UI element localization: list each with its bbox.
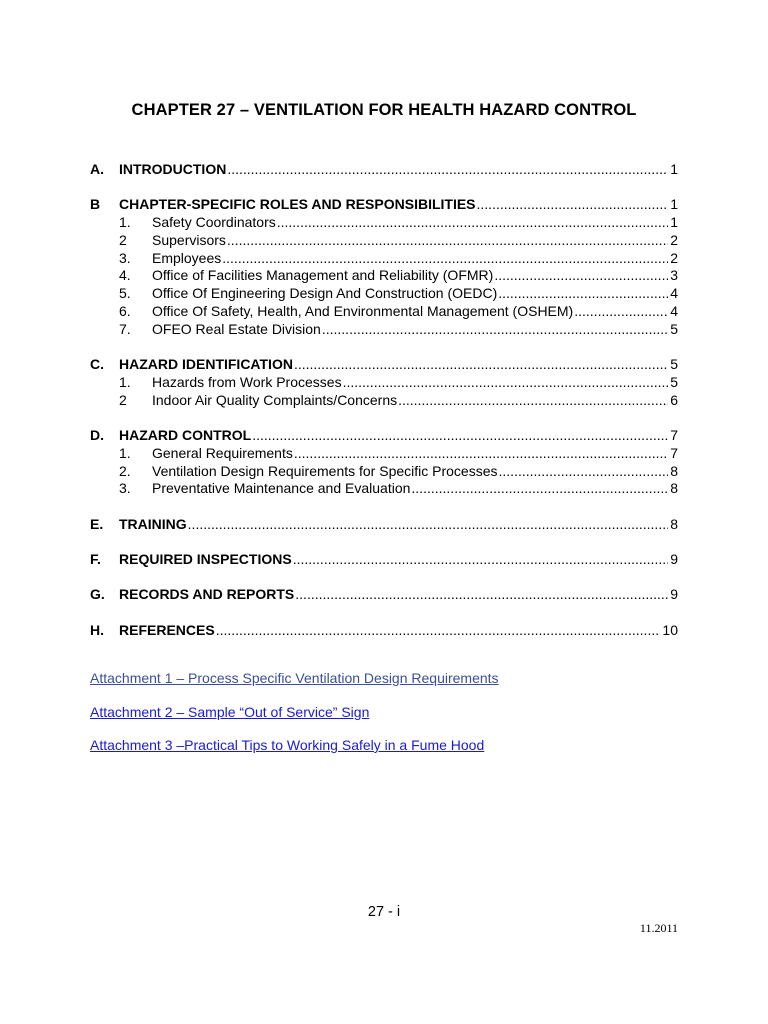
toc-page-number: 7 — [670, 427, 678, 444]
page-number: 27 - i — [367, 904, 401, 920]
toc-subsection-number: 5. — [119, 285, 131, 302]
toc-subentry-oshem[interactable] — [0, 303, 768, 321]
toc-entry-introduction[interactable] — [0, 161, 768, 179]
toc-subsection-title: Hazards from Work Processes — [152, 373, 342, 390]
toc-page-number: 1 — [670, 196, 678, 213]
toc-section-b — [0, 196, 768, 338]
toc-page-number: 2 — [670, 231, 678, 248]
toc-subsection-number: 6. — [119, 303, 131, 320]
toc-section-number: E. — [90, 515, 104, 532]
toc-dot-leader — [322, 321, 668, 339]
toc-page-number: 7 — [670, 444, 678, 461]
toc-page-number: 8 — [670, 515, 678, 532]
toc-subentry-preventative-maintenance[interactable] — [0, 480, 768, 498]
toc-section-d — [0, 427, 768, 498]
page-title: CHAPTER 27 – VENTILATION FOR HEALTH HAZARD CONTROL — [131, 101, 637, 119]
toc-page-number: 9 — [670, 586, 678, 603]
toc-subsection-title: General Requirements — [152, 444, 293, 461]
toc-dot-leader — [216, 622, 661, 640]
toc-subentry-ventilation-design[interactable] — [0, 463, 768, 481]
toc-dot-leader — [398, 392, 668, 410]
toc-subentry-real-estate-division[interactable] — [0, 321, 768, 339]
toc-section-title: RECORDS AND REPORTS — [119, 586, 295, 603]
toc-subsection-number: 1. — [119, 444, 131, 461]
toc-section-number: B — [90, 196, 101, 213]
toc-section-g — [0, 586, 768, 604]
toc-page-number: 1 — [670, 161, 678, 177]
toc-subentry-ofmr[interactable] — [0, 267, 768, 285]
toc-dot-leader — [494, 267, 668, 285]
toc-page-number: 5 — [670, 356, 678, 373]
attachment-3-link[interactable]: Attachment 3 –Practical Tips to Working Safely in a Fume Hood — [90, 737, 485, 753]
toc-subentry-indoor-air-quality[interactable] — [0, 392, 768, 410]
toc-subentry-oedc[interactable] — [0, 285, 768, 303]
toc-section-number: D. — [90, 427, 104, 444]
toc-dot-leader — [294, 445, 668, 463]
toc-dot-leader — [499, 463, 669, 481]
attachment-2-link[interactable]: Attachment 2 – Sample “Out of Service” Sign — [90, 703, 370, 720]
toc-page-number: 9 — [670, 551, 678, 568]
toc-page-number: 8 — [670, 462, 678, 479]
toc-dot-leader — [574, 303, 668, 321]
toc-section-number: C. — [90, 356, 104, 373]
toc-subsection-title: OFEO Real Estate Division — [152, 320, 321, 337]
toc-subentry-hazards-work-processes[interactable] — [0, 374, 768, 392]
toc-subsection-number: 2. — [119, 462, 131, 479]
toc-subsection-title: Employees — [152, 249, 222, 266]
toc-section-number: F. — [90, 551, 101, 568]
toc-section-e — [0, 516, 768, 534]
toc-dot-leader — [498, 285, 668, 303]
toc-subsection-number: 3. — [119, 249, 131, 266]
toc-subsection-title: Indoor Air Quality Complaints/Concerns — [152, 391, 398, 408]
toc-subsection-title: Office of Facilities Management and Reliability (OFMR) — [152, 267, 494, 284]
toc-subsection-number: 3. — [119, 480, 131, 497]
toc-subsection-number: 4. — [119, 267, 131, 284]
toc-page-number: 5 — [670, 320, 678, 337]
toc-entry-hazard-control[interactable] — [0, 427, 768, 445]
attachment-links — [90, 669, 499, 754]
toc-section-title: TRAINING — [119, 515, 187, 532]
toc-dot-leader — [294, 356, 668, 374]
toc-page-number: 2 — [670, 249, 678, 266]
toc-entry-training[interactable] — [0, 516, 768, 534]
toc-dot-leader — [477, 196, 669, 214]
toc-page-number: 1 — [670, 214, 678, 231]
toc-section-number: G. — [90, 586, 105, 603]
toc-section-a — [0, 161, 768, 179]
attachment-1-link[interactable]: Attachment 1 – Process Specific Ventilation Design Requirements — [90, 670, 499, 686]
toc-subsection-title: Safety Coordinators — [152, 214, 276, 231]
toc-dot-leader — [343, 374, 669, 392]
toc-entry-hazard-identification[interactable] — [0, 356, 768, 374]
toc-dot-leader — [222, 250, 668, 268]
toc-section-c — [0, 356, 768, 409]
table-of-contents — [0, 161, 768, 657]
toc-subsection-title: Office Of Engineering Design And Construction (OEDC) — [152, 285, 498, 302]
toc-subsection-number: 2 — [119, 231, 127, 248]
toc-subsection-number: 7. — [119, 320, 131, 337]
toc-subsection-title: Office Of Safety, Health, And Environmental Management (OSHEM) — [152, 303, 574, 320]
toc-page-number: 6 — [670, 391, 678, 408]
toc-section-f — [0, 551, 768, 569]
toc-subsection-title: Preventative Maintenance and Evaluation — [152, 480, 411, 497]
toc-entry-records-reports[interactable] — [0, 586, 768, 604]
toc-subsection-number: 1. — [119, 373, 131, 390]
toc-page-number: 8 — [670, 480, 678, 497]
toc-entry-roles-responsibilities[interactable] — [0, 196, 768, 214]
toc-section-title: REFERENCES — [119, 621, 215, 638]
toc-section-h — [0, 622, 768, 640]
revision-date: 11.2011 — [639, 921, 678, 935]
toc-section-title: HAZARD CONTROL — [119, 427, 252, 444]
toc-section-number: A. — [90, 161, 104, 177]
toc-dot-leader — [252, 427, 668, 445]
toc-subsection-title: Ventilation Design Requirements for Specific Processes — [152, 462, 498, 479]
toc-section-number: H. — [90, 621, 104, 638]
toc-page-number: 4 — [670, 303, 678, 320]
toc-subsection-title: Supervisors — [152, 231, 226, 248]
toc-section-title: CHAPTER-SPECIFIC ROLES AND RESPONSIBILITIES — [119, 196, 476, 213]
toc-dot-leader — [227, 232, 668, 250]
toc-section-title: REQUIRED INSPECTIONS — [119, 551, 292, 568]
toc-page-number: 3 — [670, 267, 678, 284]
toc-subsection-number: 2 — [119, 391, 127, 408]
toc-subentry-general-requirements[interactable] — [0, 445, 768, 463]
toc-dot-leader — [277, 214, 668, 232]
toc-dot-leader — [293, 551, 669, 569]
toc-dot-leader — [411, 480, 668, 498]
toc-subentry-safety-coordinators[interactable] — [0, 214, 768, 232]
toc-section-title: HAZARD IDENTIFICATION — [119, 356, 293, 373]
toc-dot-leader — [188, 516, 669, 534]
toc-page-number: 4 — [670, 285, 678, 302]
toc-dot-leader — [295, 586, 668, 604]
toc-subentry-supervisors[interactable] — [0, 232, 768, 250]
toc-entry-references[interactable] — [0, 622, 768, 640]
toc-dot-leader — [227, 161, 668, 179]
toc-section-title: INTRODUCTION — [119, 161, 227, 177]
toc-subentry-employees[interactable] — [0, 250, 768, 268]
toc-page-number: 5 — [670, 373, 678, 390]
toc-subsection-number: 1. — [119, 214, 131, 231]
toc-entry-required-inspections[interactable] — [0, 551, 768, 569]
toc-page-number: 10 — [662, 621, 678, 638]
